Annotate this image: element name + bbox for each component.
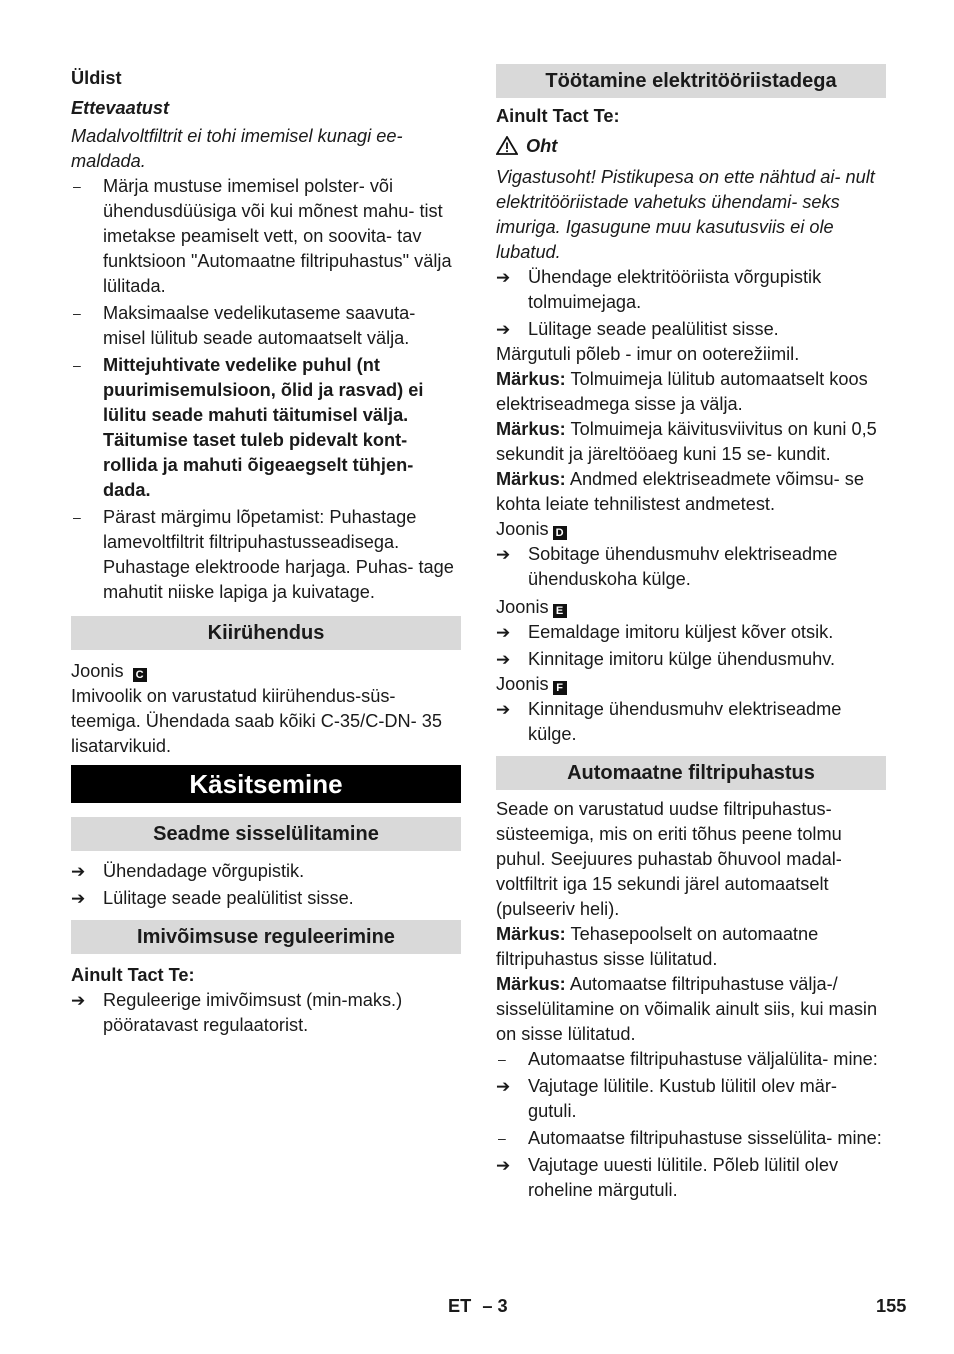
figure-reference: Joonis F bbox=[496, 672, 886, 697]
dash-icon: – bbox=[73, 178, 81, 194]
step-item: ➔ Lülitage seade pealülitist sisse. bbox=[496, 317, 886, 342]
step-item: ➔ Eemaldage imitoru küljest kõver otsik. bbox=[496, 620, 886, 645]
step-item: ➔ Sobitage ühendusmuhv elektriseadme ühenduskoha külge. bbox=[496, 542, 886, 592]
section-heading-seadme: Seadme sisselülitamine bbox=[71, 817, 461, 851]
arrow-right-icon: ➔ bbox=[496, 623, 511, 642]
section-heading-kiiruhendus: Kiirühendus bbox=[71, 616, 461, 650]
step-item: ➔ Ühendadage võrgupistik. bbox=[71, 859, 461, 884]
arrow-right-icon: ➔ bbox=[71, 862, 86, 881]
step-item: ➔ Vajutage lülitile. Kustub lülitil olev mär- gutuli. bbox=[496, 1074, 886, 1124]
danger-text: Vigastusoht! Pistikupesa on ette nähtud ai- nult elektritööriistade vahetuks ühendami- seks imuriga. Igasugune muu kasutusviis ei ole lubatud. bbox=[496, 167, 875, 262]
note: Märkus: Tolmuimeja lülitub automaatselt koos elektriseadmega sisse ja välja. bbox=[496, 369, 868, 414]
arrow-right-icon: ➔ bbox=[71, 991, 86, 1010]
caution-text: Madalvoltfiltrit ei tohi imemisel kunagi ee- maldada. bbox=[71, 126, 403, 171]
note: Märkus: Tolmuimeja käivitusviivitus on kuni 0,5 sekundit ja järeltööaeg kuni 15 se- kundit. bbox=[496, 419, 877, 464]
list-item: – Mittejuhtivate vedelike puhul (nt puurimisemulsioon, õlid ja rasvad) ei lülitu seade mahuti täitumisel välja. Täitumise taset tuleb pidevalt kont- rollida ja mahuti õigeaegselt tühjen- dada. bbox=[71, 353, 461, 503]
arrow-right-icon: ➔ bbox=[496, 1156, 511, 1175]
uldist-heading: Üldist bbox=[71, 68, 122, 88]
dash-icon: – bbox=[73, 305, 81, 321]
arrow-right-icon: ➔ bbox=[496, 545, 511, 564]
page-number: 155 bbox=[876, 1296, 907, 1316]
step-item: ➔ Vajutage uuesti lülitile. Põleb lülitil olev roheline märgutuli. bbox=[496, 1153, 886, 1203]
chapter-heading-kasitsemine: Käsitsemine bbox=[71, 765, 461, 803]
arrow-right-icon: ➔ bbox=[496, 700, 511, 719]
arrow-right-icon: ➔ bbox=[71, 889, 86, 908]
dash-icon: – bbox=[73, 509, 81, 525]
figure-reference: Joonis C bbox=[71, 659, 461, 684]
figure-e-icon: E bbox=[553, 604, 567, 618]
right-column bbox=[496, 62, 886, 1203]
step-item: ➔ Reguleerige imivõimsust (min-maks.) pööratavast regulaatorist. bbox=[71, 988, 461, 1038]
dash-icon: – bbox=[498, 1051, 506, 1067]
list-item: – Maksimaalse vedelikutaseme saavuta- misel lülitub seade automaatselt välja. bbox=[71, 301, 461, 351]
figure-reference: Joonis E bbox=[496, 595, 886, 620]
step-item: ➔ Ühendage elektritööriista võrgupistik tolmuimejaga. bbox=[496, 265, 886, 315]
note: Märkus: Automaatse filtripuhastuse välja-/ sisselülitamine on võimalik ainult siis, kui masin on sisse lülitatud. bbox=[496, 974, 878, 1044]
note: Märkus: Andmed elektriseadmete võimsu- se kohta leiate tehnilistest andmetest. bbox=[496, 469, 864, 514]
auto-filter-text: Seade on varustatud uudse filtripuhastus- süsteemiga, mis on eriti tõhus peene tolmu puhul. Seejuures puhastab õhuvool madal- voltfiltrit iga 15 sekundi järel automaatselt (pulseeriv heli). bbox=[496, 799, 842, 919]
list-item: – Märja mustuse imemisel polster- või ühendusdüüsiga või kui mõnest mahu- tist imetakse peamiselt vett, on soovita- tav funktsioon "Automaatne filtripuhastus" välja lülitada. bbox=[71, 174, 461, 299]
footer-section-label: ET – 3 bbox=[448, 1296, 508, 1316]
arrow-right-icon: ➔ bbox=[496, 268, 511, 287]
step-item: ➔ Kinnitage ühendusmuhv elektriseadme külge. bbox=[496, 697, 886, 747]
list-item: – Automaatse filtripuhastuse väljalülita- mine: bbox=[496, 1047, 886, 1072]
dash-icon: – bbox=[73, 357, 81, 373]
arrow-right-icon: ➔ bbox=[496, 650, 511, 669]
figure-c-icon: C bbox=[133, 668, 147, 682]
step-item: ➔ Kinnitage imitoru külge ühendusmuhv. bbox=[496, 647, 886, 672]
indicator-text: Märgutuli põleb - imur on ooterežiimil. bbox=[496, 344, 800, 364]
note: Märkus: Tehasepoolselt on automaatne filtripuhastus sisse lülitatud. bbox=[496, 924, 819, 969]
danger-label: Oht bbox=[496, 134, 886, 162]
figure-reference: Joonis D bbox=[496, 517, 886, 542]
dash-icon: – bbox=[498, 1130, 506, 1146]
tact-note: Ainult Tact Te: bbox=[71, 965, 195, 985]
section-heading-tootamine: Töötamine elektritööriistadega bbox=[496, 64, 886, 98]
list-item: – Pärast märgimu lõpetamist: Puhastage lamevoltfiltrit filtripuhastusseadisega. Puhastage elektroode harjaga. Puhas- tage mahutit niiske lapiga ja kuivatage. bbox=[71, 505, 461, 605]
warning-triangle-icon bbox=[496, 136, 518, 162]
caution-label: Ettevaatust bbox=[71, 98, 170, 118]
list-item: – Automaatse filtripuhastuse sisselülita- mine: bbox=[496, 1126, 886, 1151]
step-item: ➔ Lülitage seade pealülitist sisse. bbox=[71, 886, 461, 911]
tact-note: Ainult Tact Te: bbox=[496, 106, 620, 126]
figure-f-icon: F bbox=[553, 681, 567, 695]
arrow-right-icon: ➔ bbox=[496, 1077, 511, 1096]
figure-d-icon: D bbox=[553, 526, 567, 540]
arrow-right-icon: ➔ bbox=[496, 320, 511, 339]
section-heading-auto-filter: Automaatne filtripuhastus bbox=[496, 756, 886, 790]
left-column bbox=[71, 62, 461, 1038]
kiiruhendus-text: Imivoolik on varustatud kiirühendus-süs- teemiga. Ühendada saab kõiki C-35/C-DN- 35 lisatarvikuid. bbox=[71, 686, 443, 756]
section-heading-imivoimsus: Imivõimsuse reguleerimine bbox=[71, 920, 461, 954]
